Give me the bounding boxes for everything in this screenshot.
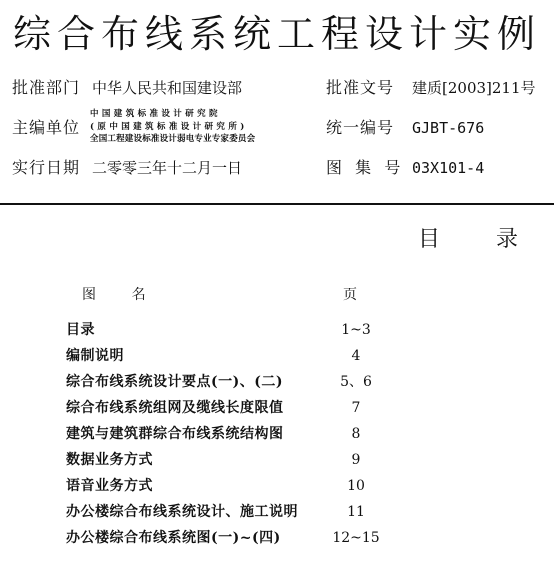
toc-row	[66, 525, 466, 551]
toc-row	[66, 499, 466, 525]
toc-title: 建筑与建筑群综合布线系统结构图	[66, 426, 284, 442]
toc-row	[66, 343, 466, 369]
unified-no-value: GJBT-676	[412, 119, 485, 137]
toc-row	[66, 369, 466, 395]
toc-page: 8	[351, 426, 361, 442]
toc-page: 4	[351, 348, 361, 364]
approve-dept-value: 中华人民共和国建设部	[92, 79, 243, 97]
contents-heading-char-2: 录	[496, 227, 519, 252]
toc-title: 办公楼综合布线系统设计、施工说明	[66, 504, 298, 520]
column-header-name: 图 名	[82, 287, 146, 303]
toc-page: 10	[347, 478, 365, 494]
effective-date-label: 实行日期	[12, 158, 81, 177]
approve-dept-label: 批准部门	[12, 78, 81, 97]
toc-title: 数据业务方式	[66, 452, 153, 468]
toc-title: 编制说明	[66, 348, 124, 364]
column-header-page: 页	[343, 287, 357, 303]
toc-page: 7	[351, 400, 361, 416]
effective-date-value: 二零零三年十二月一日	[92, 159, 243, 177]
toc-row	[66, 447, 466, 473]
toc-row	[66, 317, 466, 343]
document-title: 综合布线系统工程设计实例	[12, 12, 541, 56]
toc-row	[66, 395, 466, 421]
editor-line-3: 全国工程建设标准设计弱电专业专家委员会	[90, 134, 256, 144]
toc-title: 办公楼综合布线系统图(一)~(四)	[66, 530, 281, 546]
toc-title: 语音业务方式	[66, 478, 153, 494]
editor-line-1: 中国建筑标准设计研究院	[90, 109, 221, 119]
atlas-no-value: 03X101-4	[412, 159, 485, 177]
editor-label: 主编单位	[12, 118, 81, 137]
toc-page: 12~15	[332, 530, 380, 546]
editor-units	[90, 108, 255, 146]
toc-page: 9	[351, 452, 361, 468]
toc-page: 5、6	[340, 374, 372, 390]
contents-heading	[418, 226, 518, 254]
approve-doc-label: 批准文号	[326, 78, 395, 97]
atlas-no-label: 图 集 号	[326, 158, 402, 177]
editor-line-2: (原中国建筑标准设计研究所)	[90, 121, 248, 132]
toc-title: 综合布线系统组网及缆线长度限值	[66, 400, 284, 416]
contents-heading-char-1: 目	[418, 227, 441, 252]
unified-no-label: 统一编号	[326, 118, 395, 137]
toc-row	[66, 421, 466, 447]
toc-title: 综合布线系统设计要点(一)、(二)	[66, 374, 283, 390]
header-divider	[0, 203, 554, 205]
toc-page: 1~3	[341, 322, 371, 338]
toc-title: 目录	[66, 322, 95, 338]
approve-doc-value: 建质[2003]211号	[412, 79, 536, 97]
toc-row	[66, 473, 466, 499]
toc-page: 11	[347, 504, 365, 520]
